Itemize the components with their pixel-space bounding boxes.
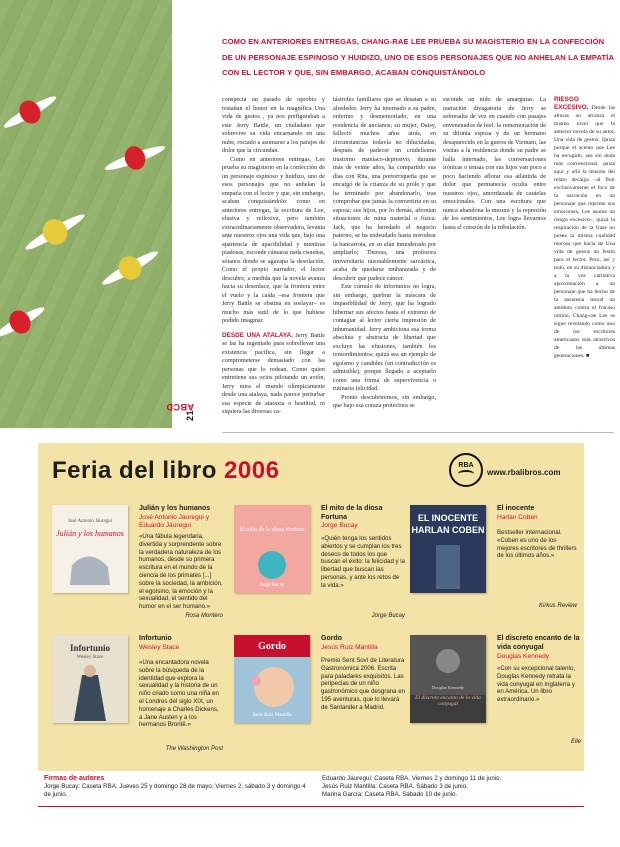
- article-lead: COMO EN ANTERIORES ENTREGAS, CHANG-RAE LEE PRUEBA SU MAGISTERIO EN LA CONFECCIÓN DE UN PERSONAJE ESPINOSO Y HUIDIZO, UNO DE ESOS PERSONAJES QUE NO ANHELAN LA EMPATÍA CON EL LECTOR Y QUE, SIN EMBARGO, ACABAN CONQUISTÁNDOLO: [222, 37, 614, 77]
- cover-art-julian: [52, 505, 128, 593]
- book-cover-inocente[interactable]: [410, 505, 486, 593]
- rba-brand: RBA: [458, 462, 474, 469]
- article-column-2: [333, 96, 436, 411]
- cover-art-infortunio: [52, 635, 128, 723]
- cover-title-infortunio: Infortunio: [69, 643, 110, 653]
- book-cover-discreto[interactable]: [410, 635, 486, 723]
- article-column-4: [554, 96, 615, 360]
- ad-title-main: Feria del libro: [52, 457, 217, 484]
- book-author-infortunio: Wesley Stace: [139, 644, 180, 651]
- bottom-divider: [38, 806, 584, 807]
- signing-garcia: Marina García: Caseta RBA. Sábado 10 de junio.: [322, 791, 458, 798]
- article-divider: [222, 432, 614, 433]
- cover-title-fortuna: El mito de la diosa Fortuna: [239, 527, 305, 533]
- cover-author-julian: José Antonio Jáuregui: [67, 519, 113, 524]
- book-quote-julian: Rosa Montero: [185, 613, 223, 619]
- book-desc-fortuna: «Quién tenga los sentidos abiertos y se cumplan los tres deseos de todos los que buscan el éxito: la felicidad y la libertad que buscan las personas, y ante los retos de la vida.»: [321, 535, 405, 589]
- subsection-atalaya-text: Jerry Battle se las ha ingeniado para sobrellevar una existencia pacífica, sin llegar a comprometerse demasiado con las personas que lo rodean. Como quien entretiene sus ocios pilotando un avión, Jerry mira el mundo olímpicamente desde una atalaya, nada parece perturbar esa especie de ataraxia o beatitud, ni siquiera las diversas ca-: [222, 331, 325, 415]
- cover-author-gordo: Jesús Ruiz Mantilla: [252, 713, 292, 718]
- subsection-riesgo-text: Desde las alturas no alcanza el mismo nivel que la anterior novela de su autor, Una vida de gestos. Quizá porque el acento que Lee ha escogido, sea sin duda más convencional, quizá aquí y allá la tensión del relato decaiga –al fluir exclusivamente el foco de la narración en un personaje que reprime sus emociones, Lee asume un riesgo excesivo–, quizá la respiración de la frase no posea la misma cualidad morosa que hacía de Una vida de gestos un festín para el lector. Pero, así y todo, en su distanciadora y a la vez caritativa aproximación a un personaje que ha hecho de la anestesia moral un antídoto contra el fracaso íntimo, Chang-rae Lee se sigue revelando como uno de los escritores americanos más atractivos de las últimas generaciones. ■: [554, 105, 615, 359]
- book-title-infortunio: Infortunio: [139, 635, 172, 642]
- planes-illustration: [0, 0, 172, 428]
- cover-author-infortunio: Wesley Stace: [76, 655, 104, 660]
- section-page-label: [166, 385, 195, 429]
- cover-art-fortuna: [234, 505, 310, 593]
- cover-art-inocente: [410, 505, 486, 593]
- book-title-gordo: Gordo: [321, 635, 342, 642]
- book-cover-julian[interactable]: [52, 505, 128, 593]
- subheading-riesgo: RIESGO EXCESIVO.: [554, 96, 589, 111]
- book-desc-discreto: «Con su excepcional talento, Douglas Kennedy retrata la vida conyugal en Inglaterra y en América. Un libro extraordinario.»: [497, 665, 576, 704]
- book-title-discreto: El discreto encanto de la vida conyugal: [497, 635, 580, 651]
- cover-author-discreto: Douglas Kennedy: [431, 685, 465, 690]
- ad-title: [52, 457, 279, 485]
- book-author-inocente: Harlan Coben: [497, 514, 538, 521]
- cover-author-inocente: HARLAN COBEN: [411, 525, 485, 535]
- book-desc-julian: «Una fábula legendaria, divertida y sorprendente sobre la verdadera naturaleza de los humanos, desde su primera escritura en el mundo de la ciencia de los primates [...] sobre la sociedad, la ambición, el egoísmo, la emoción y la sexualidad, el sentido del humor en el ser humano.»: [139, 533, 223, 609]
- book-title-fortuna: El mito de la diosa Fortuna: [321, 505, 383, 521]
- book-quote-inocente: Kirkus Review: [538, 603, 577, 609]
- column-1-paragraph-2: Como en anteriores entregas, Lee prueba su magisterio en la confección de un personaje espinoso y huidizo, uno de esos personajes que no anhelan la empatía con el lector y que, sin embargo, acaban conquistándolo: como en anteriores entregas, la escritura de Lee, elusiva y reflexiva, pero también extraordinariamente observadora, levanta ante nuestros ojos una vida que, bajo una apariencia de apacibilidad y mentiras piadosas, esconde cámaras nada risueñas, sótanos donde se agazapa la desolación. Como el propio narrador, el lector descubre, a medida que la novela avanza hacia su desenlace, que la frontera entre el vuelo y la caída –esa frontera que Jerry Battle se obstina en soslayar– es mucho más sutil de lo que hubiese podido imaginar.: [222, 155, 325, 324]
- book-desc-gordo: Premio Sent Soví de Literatura Gastronómica 2006. Escrita para paladares exquisitos. Las peripecias de un niño gastronómico que desgrana en 195 aventuras, que lo llevará de Santander a Madrid.: [321, 657, 405, 711]
- signing-jauregui: Eduardo Jáuregui: Caseta RBA. Viernes 2 y domingo 11 de junio.: [322, 775, 502, 782]
- cover-art-gordo: [234, 635, 310, 723]
- book-author-gordo: Jesús Ruiz Mantilla: [321, 644, 378, 651]
- cover-title-discreto: El discreto encanto de la vida conyugal: [415, 695, 481, 707]
- book-author-fortuna: Jorge Bucay: [321, 522, 358, 529]
- column-2-paragraph-1: tástrofes familiares que se desatan a su alrededor. Jerry ha internado a su padre, enfermo y desmemoriado, en una residencia de ancianos; su mujer, Daisy, falleció muchos años atrás, en circunstancias todavía no dilucidadas, después de padecer un crudelísimo trastorno maníaco-depresivo; durante más de veinte años, ha compartido sus días con Rita, una portorriqueña que se encargó de la crianza de su prole y que ha terminado por abandonarlo, tras comprobar que jamás la convertiría en su esposa; sus hijos, por lo demás, afrontan situaciones de ruina material o física: Jack, que ha heredado el negocio paterno, se ha endeudado hasta merodear la bancarrota, en su afán inmoderado por ampliarlo; Theresa, una profesora universitaria razonablemente sarcástica, acaba de quedarse embarazada y de descubrir que padece cáncer.: [333, 96, 436, 282]
- book-cover-gordo[interactable]: [234, 635, 310, 723]
- signing-bucay: Jorge Bucay: Caseta RBA. Jueves 25 y domingo 28 de mayo. Viernes 2, sábado 3 y domingo 4 de junio.: [44, 783, 306, 798]
- book-author-julian: José Antonio Jáuregui y Eduardo Jáuregui: [139, 514, 210, 529]
- rba-logo-icon: [449, 453, 483, 487]
- signings-right: [322, 775, 582, 799]
- column-2-paragraph-3: Pronto descubriremos, sin embargo, que bajo esa coraza protectora se: [333, 393, 436, 409]
- book-quote-infortunio: The Washington Post: [165, 746, 223, 752]
- book-cover-infortunio[interactable]: [52, 635, 128, 723]
- article-column-3: [443, 96, 546, 232]
- cover-title-inocente: EL INOCENTE: [417, 513, 479, 523]
- column-3-paragraph-1: esconde un nido de amarguras. La narración divagatoria de Jerry se sobresalta de vez en cuando con pasajes envenenados de hiel: la rememoración de su difunta esposa y de un hermano desaparecido en la guerra de Vietnam, las visitas a la residencia donde su padre se halla internado, las conversaciones irónicas o tensas con sus hijos van poco a poco haciendo aflorar esa atlántida de dolor que permanecía oculta entre nuestros ojos, amordazada de cautelas emocionales. Con una escritura que nunca abandona la mesura y la represión de los sentimientos, Lee logra llevarnos hasta el corazón de la tribulación.: [443, 96, 546, 231]
- publisher-website[interactable]: www.rbalibros.com: [487, 468, 561, 477]
- book-title-julian: Julián y los humanos: [139, 505, 211, 512]
- cover-author-fortuna: Jorge Bucay: [259, 583, 285, 588]
- book-quote-fortuna: Jorge Bucay: [371, 613, 405, 619]
- column-1-subsection: [222, 332, 325, 417]
- signings-heading: Firmas de autores: [44, 775, 105, 782]
- article-column-1: [222, 96, 325, 417]
- book-quote-discreto: Elle: [570, 739, 581, 745]
- book-cover-fortuna[interactable]: [234, 505, 310, 593]
- book-desc-inocente: Bestseller internacional. «Coben es uno de los mejores escritores de thrillers de los últimos años.»: [497, 529, 577, 560]
- section-label: ABCD: [166, 402, 194, 412]
- subheading-atalaya: DESDE UNA ATALAYA.: [222, 331, 293, 339]
- book-author-discreto: Douglas Kennedy: [497, 653, 550, 660]
- author-signings: [38, 773, 584, 806]
- cover-title-gordo: Gordo: [258, 641, 286, 652]
- signing-ruiz-mantilla: Jesús Ruiz Mantilla: Caseta RBA. Sábado 3 de junio.: [322, 783, 468, 790]
- book-desc-infortunio: «Una encantadora novela sobre la búsqueda de la identidad que explora la sexualidad y la historia de un niño criado como una niña en el Londres del siglo XIX, un homenaje a Charles Dickens, a Jane Austen y a los hermanos Brontë.»: [139, 659, 219, 729]
- aerobatic-planes-photo: [0, 0, 172, 428]
- ad-title-year: 2006: [224, 457, 280, 484]
- column-4-subsection: [554, 96, 615, 360]
- rba-arc-icon: [458, 470, 474, 478]
- cover-art-discreto: [410, 635, 486, 723]
- column-1-paragraph-1: conspecta un pasado de oprobio y restañan el honor en la magnífica Una vida de gestos , ya nos prefiguraban a este Jerry Battle, un ciudadano que sobrevive su vida encarnando en una nube, rociado a asomarse a los parajes de dolor que la circundan.: [222, 96, 325, 154]
- signings-left: [44, 775, 314, 799]
- book-fair-ad: [38, 443, 584, 771]
- book-title-inocente: El inocente: [497, 505, 535, 512]
- column-2-paragraph-2: Este cúmulo de infortunios no logra, sin embargo, quebrar la máscara de impasibilidad de Jerry, que ha logrado hibernar sus afectos hasta el extremo de contagiar al lector cierta impresión de inhumanidad. Jerry ambiciona esa forma absoluta y abstracta de libertad que excluye las efusiones, también los remordimientos; quizá sea un ejemplo de egoísmo y candidez (en contradicción es admisible), porque llegado a aceptarlo como una forma de supervivencia o rutinaria felicidad.: [333, 283, 436, 392]
- cover-title-julian: Julián y los humanos: [56, 529, 124, 538]
- page-number: 21: [185, 409, 195, 421]
